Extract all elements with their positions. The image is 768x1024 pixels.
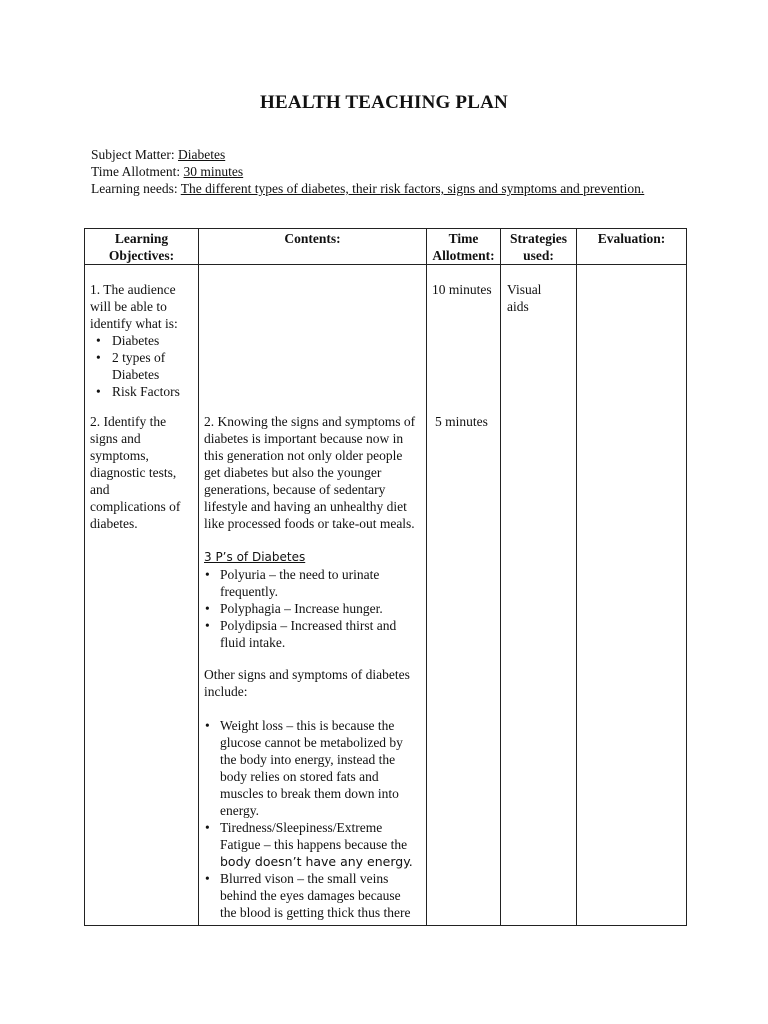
list-item: • Weight loss – this is because the glucose cannot be metabolized by the body into energy, instead the body relies on stored fats and muscles to break them down into energy. (204, 717, 419, 819)
objective-2-line1: 2. Identify the (90, 414, 167, 429)
subject-matter-row (91, 146, 644, 163)
strategy-line2: aids (507, 299, 529, 314)
list-item: • Risk Factors (90, 383, 198, 400)
header-objectives-line1: Learning (114, 231, 169, 246)
plan-meta (91, 146, 644, 197)
time-objective-2: 5 minutes (435, 414, 488, 429)
objective-1-line2: will be able to (90, 299, 167, 314)
header-objectives-line2: Objectives: (108, 248, 175, 263)
time-cell (427, 265, 501, 926)
time-allotment-label: Time Allotment: (91, 164, 184, 179)
content-2-paragraph: 2. Knowing the signs and symptoms of diabetes is important because now in this generation not only older people get diabetes but also the younger generations, because of sedentary lifestyle and having an unhealthy diet like processed foods or take-out meals. (204, 414, 416, 531)
list-item: • Blurred vison – the small veins behind the eyes damages because the blood is getting thick thus there (204, 870, 419, 921)
header-contents-label: Contents: (284, 231, 341, 246)
strategies-cell (501, 265, 577, 926)
header-evaluation-label: Evaluation: (597, 231, 666, 246)
strategy-line1: Visual (507, 282, 542, 297)
objective-2-line5: and (90, 482, 110, 497)
objective-2-line2: signs and (90, 431, 141, 446)
objectives-cell (85, 265, 199, 926)
header-strategies-line1: Strategies (510, 231, 567, 246)
other-signs-list (204, 717, 419, 921)
objective-2-line4: diagnostic tests, (90, 465, 177, 480)
objective-1-line3: identify what is: (90, 316, 178, 331)
objective-2-line7: diabetes. (90, 516, 138, 531)
three-ps-list (204, 566, 419, 651)
objective-2-line6: complications of (90, 499, 181, 514)
header-time-line1: Time (448, 231, 479, 246)
subject-matter-label: Subject Matter: (91, 147, 178, 162)
header-strategies (501, 229, 577, 265)
learning-needs-row (91, 180, 644, 197)
three-ps-heading: 3 P’s of Diabetes (204, 550, 306, 564)
learning-needs-label: Learning needs: (91, 181, 181, 196)
content-2 (204, 413, 419, 921)
objective-1 (90, 281, 198, 400)
objective-1-bullets (90, 332, 198, 400)
header-evaluation (577, 229, 687, 265)
other-signs-intro: Other signs and symptoms of diabetes include: (204, 667, 410, 699)
objective-2-line3: symptoms, (90, 448, 149, 463)
contents-cell (199, 265, 427, 926)
document-title: HEALTH TEACHING PLAN (260, 92, 508, 113)
subject-matter-value: Diabetes (177, 147, 226, 162)
objective-1-line1: 1. The audience (90, 282, 176, 297)
table-body-row (85, 265, 687, 926)
header-contents (199, 229, 427, 265)
teaching-plan-table (84, 228, 687, 926)
time-allotment-value: 30 minutes (183, 164, 244, 179)
time-allotment-row (91, 163, 644, 180)
header-learning-objectives (85, 229, 199, 265)
list-item: • 2 types of Diabetes (90, 349, 182, 383)
list-item: • Polydipsia – Increased thirst and fluid intake. (204, 617, 419, 651)
time-objective-1: 10 minutes (432, 282, 492, 297)
strategy-objective-1 (507, 281, 541, 315)
header-strategies-line2: used: (523, 248, 554, 263)
table-header-row (85, 229, 687, 265)
objective-2 (90, 413, 198, 532)
list-item: • Polyuria – the need to urinate frequently. (204, 566, 419, 600)
header-time-allotment (427, 229, 501, 265)
list-item-text-continued: body doesn’t have any energy. (220, 854, 413, 869)
list-item-text: Tiredness/Sleepiness/Extreme Fatigue – this happens because the (220, 820, 408, 852)
learning-needs-value: The different types of diabetes, their risk factors, signs and symptoms and prevention. (180, 181, 645, 196)
list-item: • Polyphagia – Increase hunger. (204, 600, 419, 617)
list-item (204, 819, 419, 870)
evaluation-cell (577, 265, 687, 926)
header-time-line2: Allotment: (432, 248, 495, 263)
list-item: • Diabetes (90, 332, 198, 349)
